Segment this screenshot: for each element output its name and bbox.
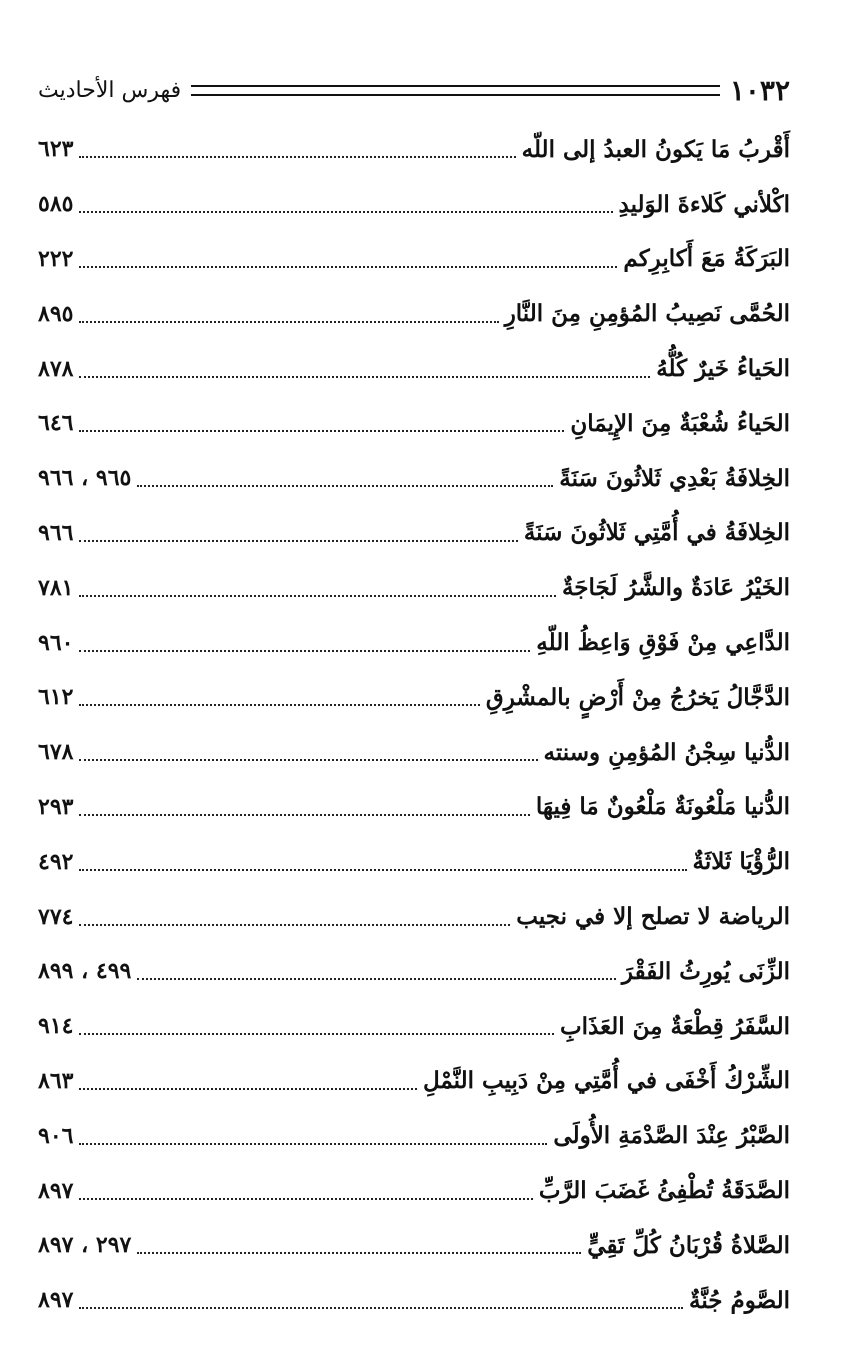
entry-text: اكْلأني كَلاءةَ الوَليدِ [618,190,790,218]
entry-page-numbers: ٢٢٢ [38,245,74,272]
entry-text: الحَياءُ خَيرٌ كُلُّهُ [656,355,790,383]
entry-text: الصَّومُ جُنَّةٌ [689,1286,790,1314]
entry-page-numbers: ٦٢٣ [38,136,74,163]
entry-page-numbers: ٩٠٦ [38,1122,74,1149]
index-entry [38,780,790,835]
entry-page-numbers: ٦١٢ [38,684,74,711]
entry-page-numbers: ٥٨٥ [38,191,74,218]
entry-text: الخِلافَةُ في أُمَّتِي ثَلاثُونَ سَنَةً [523,519,790,547]
index-entry [38,341,790,396]
dot-leader [79,1033,554,1035]
entry-page-numbers: ٦٧٨ [38,739,74,766]
header-double-rule [191,85,720,96]
entry-page-numbers: ٧٧٤ [38,903,74,930]
entry-page-numbers: ٨٩٥ [38,300,74,327]
entry-text: الحُمَّى نَصِيبُ المُؤمِنِ مِنَ النَّارِ [504,300,790,328]
dot-leader [79,1143,547,1145]
dot-leader [79,211,612,213]
entry-text: السَّفَرُ قِطْعَةٌ مِنَ العَذَابِ [560,1012,790,1040]
dot-leader [79,430,564,432]
entry-text: الصَّدَقَةُ تُطْفِئُ غَضَبَ الرَّبِّ [538,1177,790,1205]
index-entry [38,944,790,999]
dot-leader [79,924,510,926]
entry-text: الشِّرْكُ أَخْفَى في أُمَّتِي مِنْ دَبِيبِ النَّمْلِ [422,1067,790,1095]
entry-text: البَرَكَةُ مَعَ أَكابِرِكم [623,245,790,273]
dot-leader [79,321,498,323]
index-entry [38,889,790,944]
entry-text: الخِلافَةُ بَعْدِي ثَلاثُونَ سَنَةً [559,464,790,492]
entry-page-numbers: ٩٦٥ ، ٩٦٦ [38,465,132,492]
index-entry [38,286,790,341]
dot-leader [137,978,616,980]
page-header [38,70,790,110]
index-entry [38,122,790,177]
index-entry [38,834,790,889]
entry-page-numbers: ٨٧٨ [38,355,74,382]
index-entry [38,999,790,1054]
dot-leader [137,485,553,487]
entry-page-numbers: ٦٤٦ [38,410,74,437]
hadith-index-list [38,122,790,1328]
dot-leader [79,595,556,597]
dot-leader [79,376,650,378]
entry-text: الصَّبْرُ عِنْدَ الصَّدْمَةِ الأُولَى [553,1122,790,1150]
index-entry [38,451,790,506]
dot-leader [79,650,530,652]
index-entry [38,506,790,561]
entry-text: الصَّلاةُ قُرْبَانُ كُلِّ تَقِيٍّ [587,1231,790,1259]
entry-text: الرياضة لا تصلح إلا في نجيب [516,903,790,931]
index-entry [38,560,790,615]
index-entry [38,615,790,670]
entry-text: الدُّنيا مَلْعُونَةٌ مَلْعُونٌ مَا فِيهَا [535,793,790,821]
dot-leader [79,156,515,158]
entry-page-numbers: ٤٩٢ [38,848,74,875]
entry-page-numbers: ٩١٤ [38,1013,74,1040]
dot-leader [79,869,686,871]
entry-page-numbers: ٢٩٧ ، ٨٩٧ [38,1232,132,1259]
entry-page-numbers: ٨٩٧ [38,1287,74,1314]
index-entry [38,396,790,451]
dot-leader [79,1307,683,1309]
entry-page-numbers: ٩٦٠ [38,629,74,656]
dot-leader [137,1252,581,1254]
dot-leader [79,1088,416,1090]
entry-text: الدُّنيا سِجْنُ المُؤمِنِ وسنته [543,738,790,766]
index-entry [38,232,790,287]
dot-leader [79,540,517,542]
entry-page-numbers: ٩٦٦ [38,519,74,546]
dot-leader [79,814,529,816]
dot-leader [79,266,617,268]
entry-text: الزِّنَى يُورِثُ الفَقْرَ [621,957,790,985]
dot-leader [79,704,479,706]
index-entry [38,1108,790,1163]
entry-text: أَقْربُ مَا يَكونُ العبدُ إلى اللّه [521,135,790,163]
entry-text: الدَّجَّالُ يَخرُجُ مِنْ أَرْضٍ بالمشْرِقِ [485,683,790,711]
entry-page-numbers: ٨٦٣ [38,1067,74,1094]
entry-text: الخَيْرُ عَادَةٌ والشَّرُ لَجَاجَةٌ [561,574,790,602]
index-entry [38,670,790,725]
index-entry [38,1054,790,1109]
entry-text: الحَياءُ شُعْبَةٌ مِنَ الإِيمَانِ [570,409,790,437]
index-entry [38,1218,790,1273]
page-title: فهرس الأحاديث [38,77,182,103]
entry-page-numbers: ٨٩٧ [38,1177,74,1204]
entry-page-numbers: ٧٨١ [38,574,74,601]
index-entry [38,725,790,780]
entry-text: الرُّؤْيَا ثَلاثَةٌ [692,848,790,876]
index-entry [38,1163,790,1218]
entry-page-numbers: ٤٩٩ ، ٨٩٩ [38,958,132,985]
page-number: ١٠٣٢ [729,73,790,107]
dot-leader [79,1198,532,1200]
index-entry [38,177,790,232]
entry-page-numbers: ٢٩٣ [38,793,74,820]
dot-leader [79,759,537,761]
index-entry [38,1273,790,1328]
entry-text: الدَّاعِي مِنْ فَوْقِ وَاعِظُ اللّهِ [536,629,790,657]
